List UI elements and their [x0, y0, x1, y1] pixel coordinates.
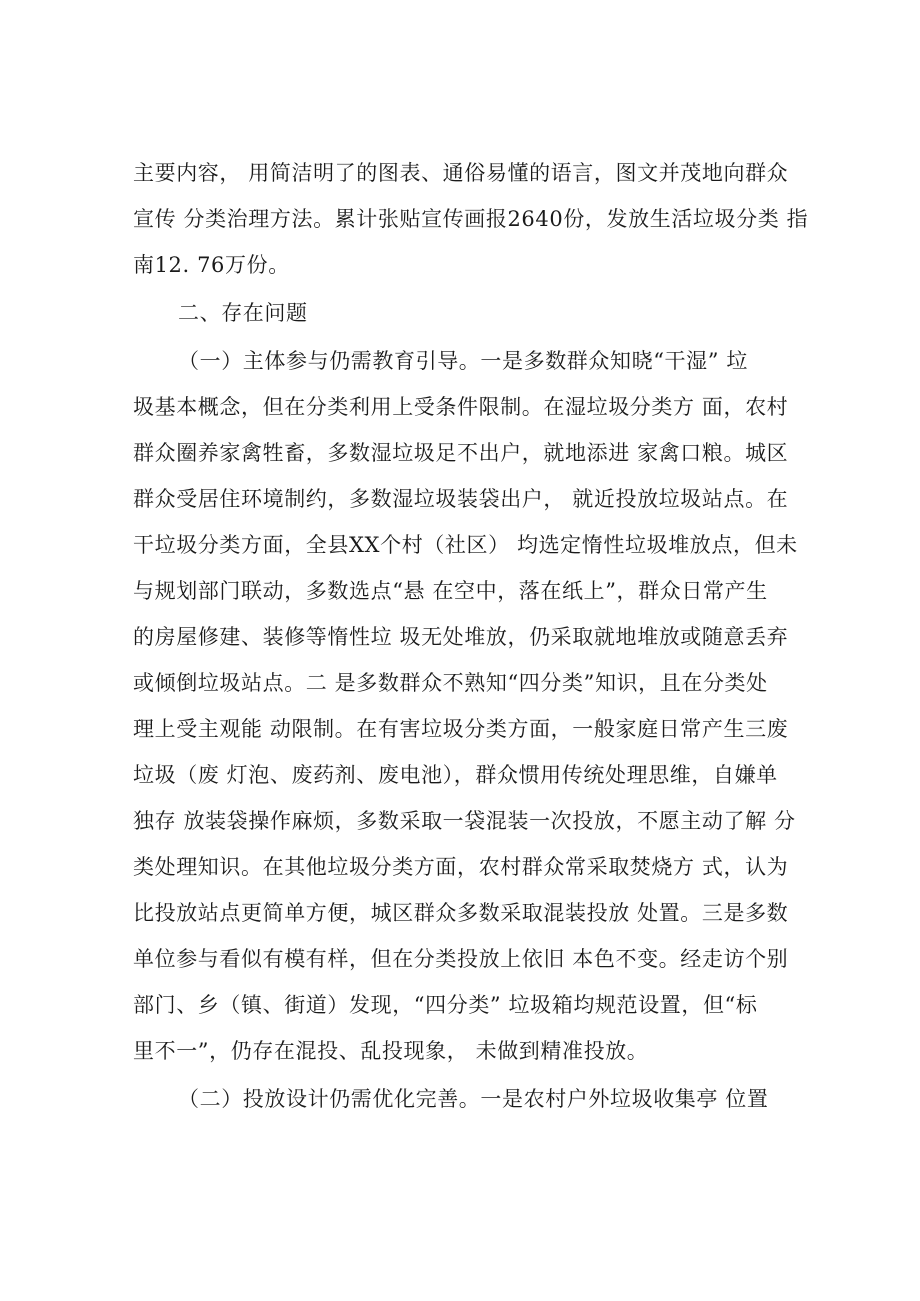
- paragraph-1-line-11: 独存 放装袋操作麻烦，多数采取一袋混装一次投放，不愿主动了解 分: [133, 809, 796, 833]
- paragraph-1-line-15: 部门、乡（镇、街道）发现，“四分类” 垃圾箱均规范设置，但“标: [133, 993, 758, 1017]
- paragraph-1-line-4: 群众受居住环境制约，多数湿垃圾装袋出户， 就近投放垃圾站点。在: [133, 487, 789, 511]
- paragraph-1-line-12: 类处理知识。在其他垃圾分类方面，农村群众常采取焚烧方 式，认为: [133, 855, 789, 879]
- paragraph-1-line-7: 的房屋修建、装修等惰性垃 圾无处堆放，仍采取就地堆放或随意丢弃: [133, 625, 789, 649]
- paragraph-1-line-16: 里不一”，仍存在混投、乱投现象， 未做到精准投放。: [133, 1039, 649, 1063]
- text-line-1: 主要内容， 用简洁明了的图表、通俗易懂的语言，图文并茂地向群众: [133, 161, 789, 185]
- paragraph-1-line-3: 群众圈养家禽牲畜，多数湿垃圾足不出户，就地添进 家禽口粮。城区: [133, 441, 789, 465]
- paragraph-1-line-6: 与规划部门联动，多数选点“悬 在空中，落在纸上”，群众日常产生: [133, 579, 768, 603]
- paragraph-1-line-2: 圾基本概念，但在分类利用上受条件限制。在湿垃圾分类方 面，农村: [133, 395, 789, 419]
- paragraph-1-line-9: 理上受主观能 动限制。在有害垃圾分类方面，一般家庭日常产生三废: [133, 717, 789, 741]
- paragraph-1-line-14: 单位参与看似有模有样，但在分类投放上依旧 本色不变。经走访个别: [133, 947, 789, 971]
- paragraph-1-line-8: 或倾倒垃圾站点。二 是多数群众不熟知“四分类”知识，且在分类处: [133, 671, 768, 695]
- paragraph-2-line-1: （二）投放设计仍需优化完善。一是农村户外垃圾收集亭 位置: [178, 1087, 769, 1111]
- paragraph-1-line-1: （一）主体参与仍需教育引导。一是多数群众知晓“干湿” 垃: [178, 349, 748, 373]
- paragraph-1-line-5: 干垃圾分类方面，全县XX个村（社区） 均选定惰性垃圾堆放点，但未: [133, 533, 798, 557]
- paragraph-1-line-13: 比投放站点更简单方便，城区群众多数采取混装投放 处置。三是多数: [133, 901, 789, 925]
- paragraph-1-line-10: 垃圾（废 灯泡、废药剂、废电池），群众惯用传统处理思维，自嫌单: [133, 763, 778, 787]
- text-line-3: 南12. 76万份。: [133, 253, 290, 277]
- section-heading-existing-problems: 二、存在问题: [178, 301, 308, 325]
- text-line-2: 宣传 分类治理方法。累计张贴宣传画报2640份，发放生活垃圾分类 指: [133, 207, 809, 231]
